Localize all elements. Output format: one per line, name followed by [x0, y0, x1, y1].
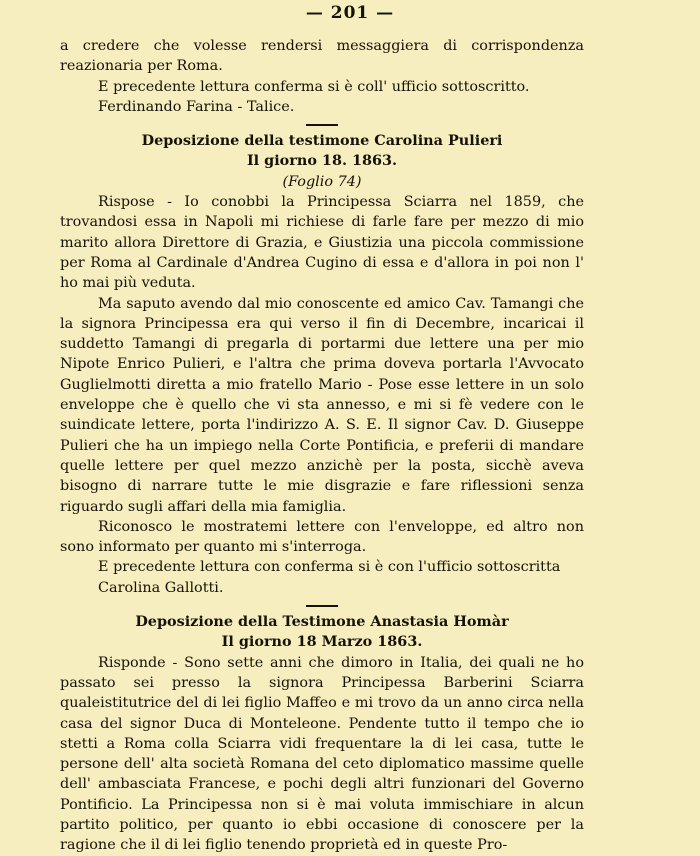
section-date: Il giorno 18 Marzo 1863.	[221, 633, 423, 651]
signature-line: Ferdinando Farina - Talice.	[98, 98, 295, 115]
section-title: Deposizione della testimone Carolina Pulieri	[141, 132, 503, 150]
paragraph: a credere che volesse rendersi messaggiera di corrispondenza reazionaria per Roma.	[60, 38, 584, 75]
signature-line: Carolina Gallotti.	[98, 579, 224, 596]
section-title: Deposizione della Testimone Anastasia Homàr	[135, 613, 509, 631]
paragraph: Ma saputo avendo dal mio conoscente ed amico Cav. Tamangi che la signora Principessa era qui verso il fin di Decembre, incaricai il suddetto Tamangi di pregarla di portarmi due lettere una per mio Nipote Enrico Pulieri, e l'altra che prima doveva portarla l'Avvocato Guglielmotti diretta a mio fratello Mario - Pose esse lettere in un solo enveloppe che è quello che vi sta annesso, e mi si fè vedere con le suindicate lettere, porta l'indirizzo A. S. E. Il signor Cav. D. Giuseppe Pulieri che ha un impiego nella Corte Pontificia, e preferii di mandare quelle lettere per quel mezzo anzichè per la posta, sicchè aveva bisogno di narrare tutte le mie disgrazie e fare riflessioni senza riguardo sugli affari della mia famiglia.	[60, 295, 584, 515]
paragraph: Rispose - Io conobbi la Principessa Sciarra nel 1859, che trovandosi essa in Napoli mi richiese di farle fare per mezzo di mio marito allora Direttore di Grazia, e Giustizia una piccola commissione per Roma al Cardinale d'Andrea Cugino di essa e d'allora in poi non l' ho mai più veduta.	[60, 194, 584, 292]
paragraph: Risponde - Sono sette anni che dimoro in Italia, dei quali ne ho passato sei presso la signora Principessa Barberini Sciarra qualeistitutrice del di lei figlio Maffeo e mi trovo da un anno circa nella casa del signor Duca di Monteleone. Pendente tutto il tempo che io stetti a Roma colla Sciarra vidi frequentare la di lei casa, tutte le persone dell' alta società Romana del ceto diplomatico massime quelle dell' ambasciata Francese, e pochi degli altri funzionari del Governo Pontificio. La Principessa non si è mai voluta immischiare in alcun partito politico, per quanto io ebbi occasione di conoscere per la ragione che il di lei figlio tenendo proprietà ed in queste Pro-	[60, 654, 584, 854]
section-date: Il giorno 18. 1863.	[246, 152, 398, 170]
text-body	[60, 36, 584, 856]
page-number: — 201 —	[305, 3, 395, 23]
paragraph: E precedente lettura conferma si è coll' ufficio sottoscritto.	[98, 78, 530, 95]
paragraph: E precedente lettura con conferma si è con l'ufficio sottoscritta	[98, 559, 561, 576]
section-folio: (Foglio 74)	[282, 173, 362, 190]
section-divider	[306, 124, 338, 126]
section-divider	[306, 605, 338, 607]
paragraph: Riconosco le mostratemi lettere con l'enveloppe, ed altro non sono informato per quanto mi s'interroga.	[60, 518, 584, 556]
